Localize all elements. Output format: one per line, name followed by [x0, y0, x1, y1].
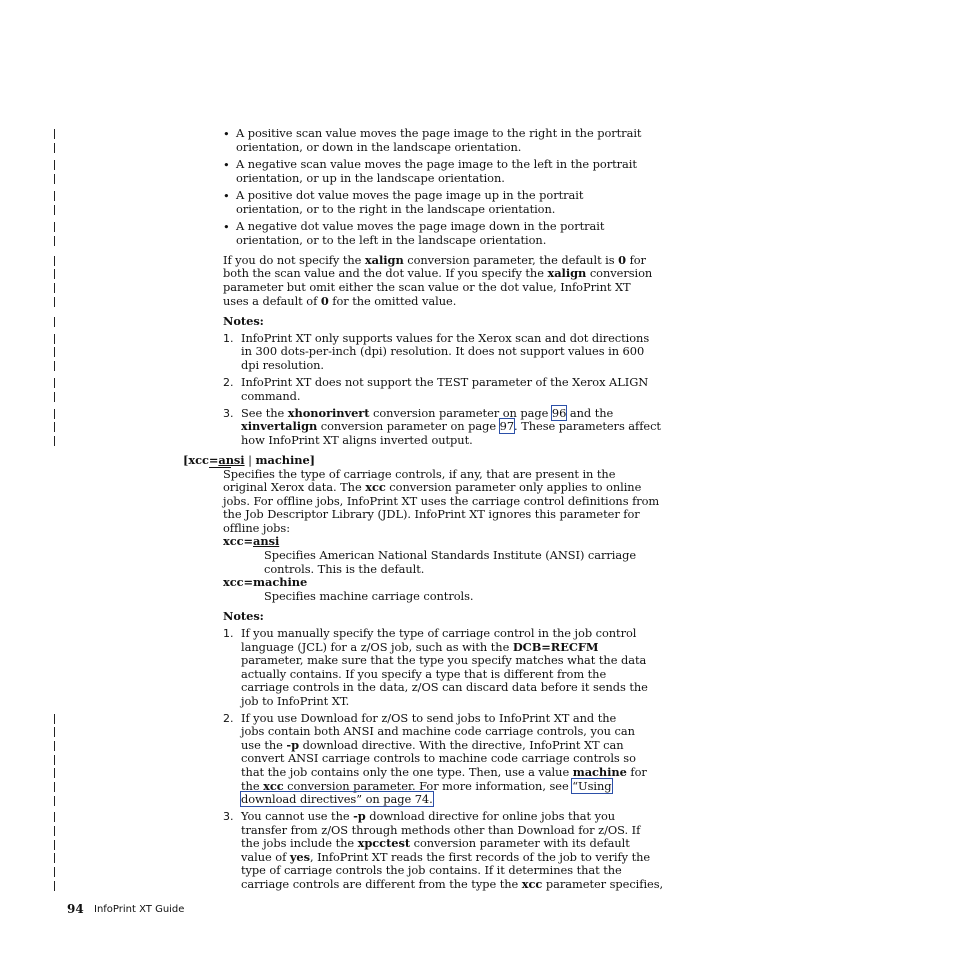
keyword-xalign: xalign	[547, 266, 587, 280]
change-bar	[54, 334, 55, 344]
change-bar	[54, 236, 55, 246]
change-bar	[54, 191, 55, 201]
note-number: 1.	[223, 627, 234, 640]
change-bar	[54, 867, 55, 877]
keyword-machine: machine	[572, 765, 627, 779]
option-desc: Specifies machine carriage controls.	[264, 589, 474, 603]
text: conversion parameter only applies to online	[385, 480, 642, 494]
note-text: InfoPrint XT does not support the TEST parameter of the Xerox ALIGN	[241, 375, 649, 389]
change-bar	[54, 826, 55, 836]
keyword-xpcctest: xpcctest	[357, 836, 411, 850]
keyword-xalign: xalign	[364, 253, 404, 267]
note-text: convert ANSI carriage controls to machine code carriage controls so	[241, 751, 636, 765]
change-bar	[54, 714, 55, 724]
text: original Xerox data. The	[223, 480, 366, 494]
text: conversion	[586, 266, 653, 280]
page-97-link[interactable]: 97	[499, 419, 515, 433]
bullet-marker: •	[223, 158, 230, 172]
text: jobs. For offline jobs, InfoPrint XT uses the carriage control definitions from	[223, 494, 660, 508]
note-number: 3.	[223, 407, 234, 420]
text: Specifies the type of carriage controls, if any, that are present in the	[223, 467, 616, 481]
change-bar	[54, 422, 55, 432]
text: conversion parameter on page	[369, 406, 552, 420]
change-bar	[54, 378, 55, 388]
option-desc: controls. This is the default.	[264, 562, 425, 576]
value-zero: 0	[320, 294, 329, 308]
option-desc: Specifies American National Standards Institute (ANSI) carriage	[264, 548, 637, 562]
text: for	[626, 253, 646, 267]
change-bar	[54, 361, 55, 371]
bullet-marker: •	[223, 220, 230, 234]
note-number: 1.	[223, 332, 234, 345]
note-text: transfer from z/OS through methods other than Download for z/OS. If	[241, 823, 641, 837]
list-item-cont: orientation, or down in the landscape orientation.	[236, 140, 522, 154]
text: the Job Descriptor Library (JDL). InfoPrint XT ignores this parameter for	[223, 507, 640, 521]
list-item: A positive dot value moves the page image up in the portrait	[236, 188, 584, 202]
change-bar	[54, 755, 55, 765]
change-bar	[54, 269, 55, 279]
text: conversion parameter. For more information, see	[283, 779, 573, 793]
change-bar	[54, 143, 55, 153]
value-zero: 0	[618, 253, 627, 267]
notes-heading: Notes:	[223, 314, 264, 328]
change-bar	[54, 727, 55, 737]
text: . These parameters affect	[514, 419, 661, 433]
term-part: [xcc=	[183, 453, 219, 467]
note-text: dpi resolution.	[241, 358, 325, 372]
bullet-marker: •	[223, 127, 230, 141]
bullet-marker: •	[223, 189, 230, 203]
text: conversion parameter with its default	[410, 836, 630, 850]
change-bar	[54, 840, 55, 850]
option-term-machine: xcc=machine	[223, 575, 308, 589]
note-text: how InfoPrint XT aligns inverted output.	[241, 433, 473, 447]
using-download-directives-link[interactable]: “Using	[572, 779, 612, 793]
change-bar	[54, 392, 55, 402]
list-item-cont: orientation, or up in the landscape orientation.	[236, 171, 505, 185]
keyword-p: -p	[286, 738, 300, 752]
option-term: xcc=	[223, 534, 254, 548]
change-bar	[54, 174, 55, 184]
note-text: parameter, make sure that the type you specify matches what the data	[241, 653, 647, 667]
keyword-xhonorinvert: xhonorinvert	[287, 406, 370, 420]
notes-heading: Notes:	[223, 609, 264, 623]
change-bar	[54, 881, 55, 891]
note-text: type of carriage controls the job contains. If it determines that the	[241, 863, 622, 877]
note-number: 2.	[223, 712, 234, 725]
text: download directive. With the directive, InfoPrint XT can	[299, 738, 624, 752]
text: parameter specifies,	[542, 877, 664, 891]
change-bar	[54, 205, 55, 215]
note-text: If you manually specify the type of carriage control in the job control	[241, 626, 637, 640]
change-bar	[54, 256, 55, 266]
text: You cannot use the	[241, 809, 354, 823]
text: carriage controls are different from the type the	[241, 877, 522, 891]
change-bar	[54, 283, 55, 293]
text: use the	[241, 738, 287, 752]
text: language (JCL) for a z/OS job, such as with the	[241, 640, 513, 654]
change-bar	[54, 436, 55, 446]
xcc-parameter-term	[183, 454, 315, 468]
list-item-cont: orientation, or to the right in the landscape orientation.	[236, 202, 556, 216]
text: the	[241, 779, 264, 793]
note-text: If you use Download for z/OS to send jobs to InfoPrint XT and the	[241, 711, 617, 725]
keyword-yes: yes	[289, 850, 310, 864]
term-default-ansi: ansi	[218, 453, 245, 467]
page-number: 94	[67, 902, 84, 916]
term-part: ]	[309, 453, 315, 467]
text: See the	[241, 406, 288, 420]
text: conversion parameter, the default is	[403, 253, 619, 267]
note-text: carriage controls in the data, z/OS can discard data before it sends the	[241, 680, 648, 694]
change-bar	[54, 129, 55, 139]
text: uses a default of	[223, 294, 321, 308]
note-text: command.	[241, 389, 301, 403]
term-separator: |	[244, 453, 256, 467]
keyword-xcc: xcc	[263, 779, 284, 793]
note-text: jobs contain both ANSI and machine code carriage controls, you can	[241, 724, 635, 738]
change-bar	[54, 741, 55, 751]
list-item: A negative scan value moves the page image to the left in the portrait	[236, 157, 637, 171]
note-text: job to InfoPrint XT.	[241, 694, 350, 708]
change-bar	[54, 812, 55, 822]
text: that the job contains only the one type. Then, use a value	[241, 765, 573, 779]
keyword-xinvertalign: xinvertalign	[241, 419, 318, 433]
keyword-p: -p	[353, 809, 366, 823]
text: for	[626, 765, 647, 779]
change-bar	[54, 347, 55, 357]
change-bar	[54, 782, 55, 792]
change-bar	[54, 160, 55, 170]
text: conversion parameter on page	[317, 419, 500, 433]
note-text: InfoPrint XT only supports values for the Xerox scan and dot directions	[241, 331, 650, 345]
keyword-xcc: xcc	[521, 877, 543, 891]
text: for the omitted value.	[328, 294, 457, 308]
change-bar	[54, 768, 55, 778]
note-text: in 300 dots-per-inch (dpi) resolution. It does not support values in 600	[241, 344, 645, 358]
note-number: 3.	[223, 810, 234, 823]
list-item: A positive scan value moves the page image to the right in the portrait	[236, 126, 642, 140]
page-96-link[interactable]: 96	[551, 406, 567, 420]
keyword-xcc: xcc	[365, 480, 386, 494]
text: If you do not specify the	[223, 253, 365, 267]
option-term-ansi: ansi	[253, 534, 280, 548]
change-bar	[54, 796, 55, 806]
list-item: A negative dot value moves the page image down in the portrait	[236, 219, 605, 233]
note-number: 2.	[223, 376, 234, 389]
keyword-dcb-recfm: DCB=RECFM	[512, 640, 599, 654]
text: download directive for online jobs that you	[365, 809, 616, 823]
note-text: actually contains. If you specify a type that is different from the	[241, 667, 607, 681]
term-part: machine	[255, 453, 310, 467]
change-bar	[54, 297, 55, 307]
text: parameter but omit either the scan value or the dot value, InfoPrint XT	[223, 280, 631, 294]
text: value of	[241, 850, 290, 864]
list-item-cont: orientation, or to the left in the landscape orientation.	[236, 233, 547, 247]
text: offline jobs:	[223, 521, 290, 535]
change-bar	[54, 222, 55, 232]
text: both the scan value and the dot value. If you specify the	[223, 266, 548, 280]
change-bar	[54, 409, 55, 419]
text: and the	[566, 406, 614, 420]
change-bar	[54, 853, 55, 863]
change-bar	[54, 317, 55, 327]
text: , InfoPrint XT reads the first records of the job to verify the	[309, 850, 651, 864]
book-title: InfoPrint XT Guide	[94, 904, 185, 915]
text: the jobs include the	[241, 836, 358, 850]
using-download-directives-link-cont[interactable]: download directives” on page 74.	[241, 792, 433, 806]
